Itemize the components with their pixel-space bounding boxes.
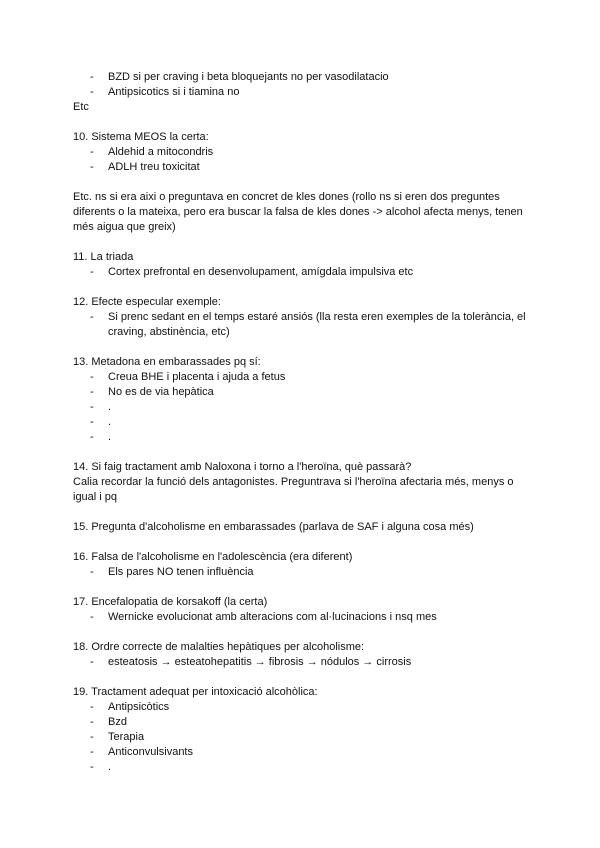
- bullet-marker: -: [90, 701, 94, 713]
- list-item: [73, 85, 533, 100]
- list-item-text: .: [108, 761, 112, 773]
- list-item-text: .: [108, 431, 112, 443]
- bullet-marker: -: [90, 656, 94, 668]
- list-item-text: No es de via hepàtica: [108, 386, 214, 398]
- question-13-title: 13. Metadona en embarassades pq sí:: [73, 356, 261, 368]
- list-item-text: .: [108, 416, 112, 428]
- question-15-title: 15. Pregunta d'alcoholisme en embarassades (parlava de SAF i alguna cosa més): [73, 521, 474, 533]
- bullet-marker: -: [90, 731, 94, 743]
- list-item: [73, 745, 533, 760]
- list-item: [73, 70, 533, 85]
- bullet-marker: -: [90, 86, 94, 98]
- list-item: [73, 310, 533, 340]
- list-item: [73, 370, 533, 385]
- etc-text: Etc: [73, 101, 89, 113]
- list-item: [73, 655, 533, 670]
- question-10-note: Etc. ns si era aixi o preguntava en concret de kles dones (rollo ns si eren dos preguntes diferents o la mateixa, pero era buscar la falsa de kles dones -> alcohol afecta menys, tenen més aigua que greix): [73, 191, 523, 233]
- list-item: [73, 565, 533, 580]
- bullet-marker: -: [90, 146, 94, 158]
- question-13-list: [73, 370, 533, 445]
- bullet-marker: -: [90, 311, 94, 323]
- question-11-list: [73, 265, 533, 280]
- list-item: [73, 145, 533, 160]
- bullet-marker: -: [90, 371, 94, 383]
- bullet-marker: -: [90, 761, 94, 773]
- question-11-title: 11. La triada: [73, 251, 134, 263]
- bullet-marker: -: [90, 746, 94, 758]
- question-12-title: 12. Efecte especular exemple:: [73, 296, 221, 308]
- list-item-text: Antipsicotics si i tiamina no: [108, 86, 240, 98]
- bullet-marker: -: [90, 431, 94, 443]
- bullet-marker: -: [90, 386, 94, 398]
- list-item-text: Si prenc sedant en el temps estaré ansiós (lla resta eren exemples de la tolerància, el craving, abstinència, etc): [108, 311, 526, 338]
- list-item-text: Wernicke evolucionat amb alteracions com al·lucinacions i nsq mes: [108, 611, 437, 623]
- question-16-title: 16. Falsa de l'alcoholisme en l'adolescència (era diferent): [73, 551, 353, 563]
- list-item: [73, 760, 533, 775]
- bullet-marker: -: [90, 416, 94, 428]
- list-item: [73, 160, 533, 175]
- document-body: [73, 70, 533, 775]
- bullet-marker: -: [90, 611, 94, 623]
- list-item: [73, 610, 533, 625]
- list-item: [73, 265, 533, 280]
- list-item: [73, 415, 533, 430]
- list-item-text: Antipsicòtics: [108, 701, 170, 713]
- question-14-note: Calia recordar la funció dels antagonistes. Preguntrava si l'heroïna afectaria més, menys o igual i pq: [73, 476, 514, 503]
- question-18-list: [73, 655, 533, 670]
- question-19-list: [73, 700, 533, 775]
- question-12-list: [73, 310, 533, 340]
- list-item: [73, 715, 533, 730]
- list-item-text: ADLH treu toxicitat: [108, 161, 200, 173]
- question-10-list: [73, 145, 533, 175]
- bullet-marker: -: [90, 401, 94, 413]
- list-item: [73, 730, 533, 745]
- list-item-text: BZD si per craving i beta bloquejants no per vasodilatacio: [108, 71, 389, 83]
- list-item-text: Els pares NO tenen influència: [108, 566, 254, 578]
- list-item-text: Anticonvulsivants: [108, 746, 193, 758]
- top-bullet-list: [73, 70, 533, 100]
- question-19-title: 19. Tractament adequat per intoxicació alcohòlica:: [73, 686, 318, 698]
- list-item: [73, 700, 533, 715]
- list-item-text: .: [108, 401, 112, 413]
- bullet-marker: -: [90, 266, 94, 278]
- bullet-marker: -: [90, 161, 94, 173]
- question-18-title: 18. Ordre correcte de malalties hepàtiques per alcoholisme:: [73, 641, 365, 653]
- bullet-marker: -: [90, 71, 94, 83]
- list-item-text: Cortex prefrontal en desenvolupament, amígdala impulsiva etc: [108, 266, 414, 278]
- question-10-title: 10. Sistema MEOS la certa:: [73, 131, 209, 143]
- list-item-text: Bzd: [108, 716, 127, 728]
- question-17-list: [73, 610, 533, 625]
- list-item: [73, 400, 533, 415]
- list-item-text: Terapia: [108, 731, 145, 743]
- list-item: [73, 385, 533, 400]
- question-16-list: [73, 565, 533, 580]
- question-17-title: 17. Encefalopatia de korsakoff (la certa): [73, 596, 268, 608]
- list-item: [73, 430, 533, 445]
- list-item-text: esteatosis → esteatohepatitis → fibrosis → nódulos → cirrosis: [108, 656, 412, 668]
- bullet-marker: -: [90, 566, 94, 578]
- list-item-text: Aldehid a mitocondris: [108, 146, 214, 158]
- question-14-title: 14. Si faig tractament amb Naloxona i torno a l'heroïna, què passarà?: [73, 461, 412, 473]
- list-item-text: Creua BHE i placenta i ajuda a fetus: [108, 371, 286, 383]
- bullet-marker: -: [90, 716, 94, 728]
